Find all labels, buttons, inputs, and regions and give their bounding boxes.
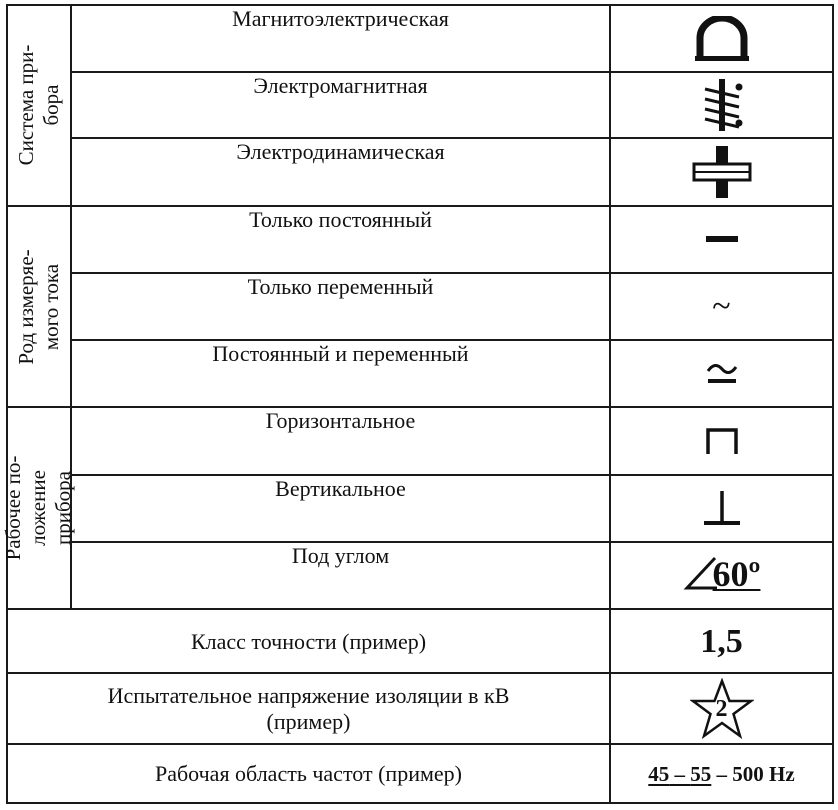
group-cell-system [7,5,71,206]
table-row [7,542,833,609]
angle-position-symbol [683,554,761,592]
group-cell-position [1,407,76,609]
table-row [7,744,833,803]
table-row [7,609,833,673]
row-label-dc-only: Только постоянный [71,206,610,273]
symbol-cell-insulation [610,673,833,743]
row-label-dc-ac: Постоянный и переменный [71,340,610,407]
row-label-insulation: Испытательное напряжение изоляции в кВ (пример) [7,673,610,743]
table-row [7,673,833,743]
table-row [7,407,833,474]
table-row [7,138,833,205]
symbol-cell-dc-only [610,206,833,273]
row-label-frequency: Рабочая область частот (пример) [7,744,610,803]
symbol-cell-dc-ac [610,340,833,407]
ac-tilde-icon: ~ [712,287,731,325]
symbol-cell-ac-only [610,273,833,340]
symbol-cell-horizontal [610,407,833,474]
row-label-ac-only: Только переменный [71,273,610,340]
dynamo-coils-icon [691,144,753,200]
freq-mid: 55 [690,761,712,786]
table-row [7,340,833,407]
table-row [7,5,833,72]
row-label-accuracy: Класс точности (пример) [7,609,610,673]
group-label-system: Система при- бора [13,44,63,166]
freq-low: 45 [648,761,670,786]
horseshoe-magnet-icon [692,16,752,62]
symbol-cell-electromagnetic [610,72,833,138]
row-label-magnetoelectric: Магнитоэлектрическая [71,5,610,72]
insulation-value: 2 [715,695,728,722]
group-cell-current [7,206,71,408]
angle-value: 60º [712,553,761,594]
coil-icon [697,77,747,133]
symbol-cell-frequency [610,744,833,803]
dc-ac-icon [702,357,742,391]
accuracy-value: 1,5 [700,622,743,660]
row-label-horizontal: Горизонтальное [71,407,610,474]
frequency-value [648,762,794,786]
symbol-cell-vertical [610,475,833,542]
freq-sep: – [669,761,691,786]
symbol-cell-angled [610,542,833,609]
row-label-angled: Под углом [71,542,610,609]
instrument-symbols-table [1,4,834,804]
angle-position-icon [683,554,717,592]
table-row [7,72,833,138]
symbol-cell-electrodynamic [610,138,833,205]
table-row [7,475,833,542]
table-row [7,273,833,340]
insulation-star-symbol [690,678,754,740]
table-row [7,206,833,273]
symbol-cell-magnetoelectric [610,5,833,72]
row-label-electrodynamic: Электродинамическая [71,138,610,205]
row-label-vertical: Вертикальное [71,475,610,542]
dc-dash-icon [702,233,742,245]
row-label-electromagnetic: Электромагнитная [71,72,610,138]
symbol-cell-accuracy [610,609,833,673]
group-label-position: Рабочее по- ложение прибора [1,455,76,561]
horizontal-position-icon [702,426,742,456]
vertical-position-icon [700,489,744,527]
freq-rest: – 500 Hz [711,761,795,786]
group-label-current: Род измеряе- мого тока [13,248,63,365]
